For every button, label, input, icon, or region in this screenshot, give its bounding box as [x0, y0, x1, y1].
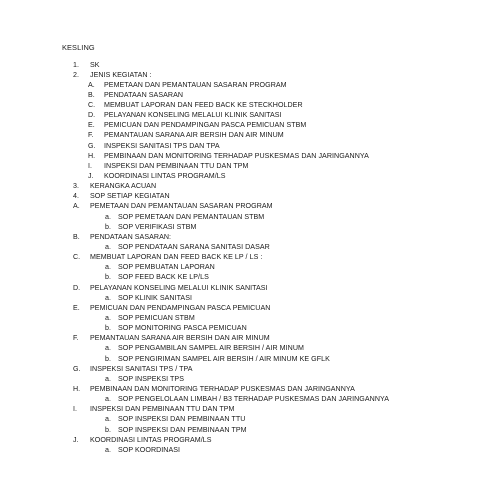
list-item	[0, 313, 495, 323]
list-item-text: PEMICUAN DAN PENDAMPINGAN PASCA PEMICUAN	[90, 303, 271, 312]
list-item-marker: J.	[73, 435, 79, 444]
list-item-marker: a.	[105, 395, 111, 404]
list-item	[0, 384, 495, 394]
list-item	[0, 364, 495, 374]
list-item-marker: a.	[105, 314, 111, 323]
list-item-marker: D.	[88, 111, 96, 120]
list-item-text: SOP FEED BACK KE LP/LS	[118, 273, 209, 282]
list-item-text: PEMETAAN DAN PEMANTAUAN SASARAN PROGRAM	[90, 202, 273, 211]
list-item-marker: a.	[105, 344, 111, 353]
list-item-marker: a.	[105, 212, 111, 221]
list-item	[0, 242, 495, 252]
list-item	[0, 90, 495, 100]
list-item	[0, 283, 495, 293]
list-item	[0, 293, 495, 303]
list-item-text: SOP PENGIRIMAN SAMPEL AIR BERSIH / AIR MINUM KE GFLK	[118, 354, 330, 363]
list-item-text: PEMANTAUAN SARANA AIR BERSIH DAN AIR MINUM	[104, 131, 284, 140]
list-item-marker: a.	[105, 263, 111, 272]
list-item	[0, 100, 495, 110]
list-item-marker: G.	[88, 141, 96, 150]
list-item-marker: B.	[73, 232, 80, 241]
list-item	[0, 232, 495, 242]
list-item-text: PELAYANAN KONSELING MELALUI KLINIK SANITASI	[90, 283, 268, 292]
list-item-text: KERANGKA ACUAN	[90, 182, 157, 191]
list-item-marker: D.	[73, 283, 81, 292]
document-title: KESLING	[62, 43, 95, 52]
list-item	[0, 303, 495, 313]
list-item-marker: I.	[88, 161, 92, 170]
list-item-marker: H.	[88, 151, 96, 160]
list-item-text: SOP PEMBUATAN LAPORAN	[118, 263, 215, 272]
list-item-marker: a.	[105, 445, 111, 454]
list-item	[0, 80, 495, 90]
list-item-text: KOORDINASI LINTAS PROGRAM/LS	[104, 172, 226, 181]
list-item-text: PEMBINAAN DAN MONITORING TERHADAP PUSKESMAS DAN JARINGANNYA	[90, 385, 355, 393]
list-item-text: SOP INSPEKSI DAN PEMBINAAN TPM	[118, 425, 247, 434]
list-item-text: SOP PEMICUAN STBM	[118, 314, 195, 323]
list-item-marker: A.	[73, 202, 80, 211]
list-item-text: PEMBINAAN DAN MONITORING TERHADAP PUSKESMAS DAN JARINGANNYA	[104, 151, 369, 160]
list-item-marker: 2.	[73, 70, 79, 79]
list-item-text: SOP VERIFIKASI STBM	[118, 222, 197, 231]
list-item	[0, 404, 495, 414]
list-item	[0, 120, 495, 130]
list-item-marker: E.	[73, 303, 80, 312]
list-item-text: SOP PENGAMBILAN SAMPEL AIR BERSIH / AIR MINUM	[118, 344, 304, 353]
list-item-marker: E.	[88, 121, 95, 130]
list-item	[0, 414, 495, 424]
list-item	[0, 435, 495, 445]
list-item-text: PENDATAAN SASARAN:	[90, 232, 172, 241]
list-item-text: SOP MONITORING PASCA PEMICUAN	[118, 324, 247, 333]
list-item-marker: 3.	[73, 182, 79, 191]
list-item	[0, 191, 495, 201]
list-item-marker: I.	[73, 405, 77, 414]
list-item	[0, 343, 495, 353]
list-item-text: PENDATAAN SASARAN	[104, 90, 184, 99]
list-item-marker: a.	[105, 243, 111, 252]
list-item-text: MEMBUAT LAPORAN DAN FEED BACK KE LP / LS :	[90, 253, 263, 262]
list-item-text: SOP PEMETAAN DAN PEMANTAUAN STBM	[118, 212, 265, 221]
list-item-text: INSPEKSI DAN PEMBINAAN TTU DAN TPM	[90, 405, 235, 414]
list-item	[0, 374, 495, 384]
list-item-marker: C.	[73, 253, 81, 262]
list-item	[0, 333, 495, 343]
list-item-text: KOORDINASI LINTAS PROGRAM/LS	[90, 435, 212, 444]
list-item-text: PELAYANAN KONSELING MELALUI KLINIK SANITASI	[104, 111, 282, 120]
list-item	[0, 394, 495, 404]
list-item-marker: b.	[105, 273, 111, 282]
list-item-text: SOP INSPEKSI DAN PEMBINAAN TTU	[118, 415, 246, 424]
list-item-marker: b.	[105, 354, 111, 363]
list-item-marker: J.	[88, 172, 94, 181]
list-item-marker: G.	[73, 364, 81, 373]
list-item-text: PEMICUAN DAN PENDAMPINGAN PASCA PEMICUAN STBM	[104, 121, 307, 130]
list-item-marker: B.	[88, 90, 95, 99]
list-item-marker: b.	[105, 425, 111, 434]
list-item	[0, 323, 495, 333]
list-item	[0, 212, 495, 222]
list-item	[0, 425, 495, 435]
list-item-marker: F.	[88, 131, 94, 140]
list-item-marker: C.	[88, 101, 96, 110]
list-item	[0, 130, 495, 140]
list-item	[0, 445, 495, 455]
list-item-marker: 1.	[73, 60, 79, 69]
list-item	[0, 222, 495, 232]
list-item	[0, 354, 495, 364]
list-item-marker: b.	[105, 324, 111, 333]
list-item-marker: H.	[73, 385, 81, 393]
list-item-text: MEMBUAT LAPORAN DAN FEED BACK KE STECKHOLDER	[104, 101, 303, 110]
list-item-marker: F.	[73, 334, 79, 343]
list-item	[0, 171, 495, 181]
list-item	[0, 141, 495, 151]
list-item-text: SOP KLINIK SANITASI	[118, 293, 193, 302]
list-item-marker: a.	[105, 293, 111, 302]
list-item-text: SOP PENDATAAN SARANA SANITASI DASAR	[118, 243, 270, 252]
list-item	[0, 201, 495, 211]
list-item	[0, 252, 495, 262]
list-item-text: INSPEKSI SANITASI TPS DAN TPA	[104, 141, 220, 150]
list-item-text: SK	[90, 60, 100, 69]
list-item-text: SOP KOORDINASI	[118, 445, 181, 454]
list-item-text: PEMETAAN DAN PEMANTAUAN SASARAN PROGRAM	[104, 80, 287, 89]
document-outline	[0, 60, 495, 455]
list-item-text: SOP PENGELOLAAN LIMBAH / B3 TERHADAP PUSKESMAS DAN JARINGANNYA	[118, 395, 390, 404]
list-item-text: INSPEKSI SANITASI TPS / TPA	[90, 364, 193, 373]
list-item-text: INSPEKSI DAN PEMBINAAN TTU DAN TPM	[104, 161, 249, 170]
list-item-marker: a.	[105, 415, 111, 424]
list-item-text: SOP INSPEKSI TPS	[118, 374, 184, 383]
list-item-text: JENIS KEGIATAN :	[90, 70, 152, 79]
list-item	[0, 181, 495, 191]
list-item	[0, 70, 495, 80]
list-item	[0, 60, 495, 70]
list-item-text: PEMANTAUAN SARANA AIR BERSIH DAN AIR MINUM	[90, 334, 270, 343]
list-item-marker: a.	[105, 374, 111, 383]
list-item-text: SOP SETIAP KEGIATAN	[90, 192, 170, 201]
list-item	[0, 151, 495, 161]
list-item	[0, 262, 495, 272]
list-item-marker: 4.	[73, 192, 79, 201]
list-item-marker: A.	[88, 80, 95, 89]
list-item	[0, 161, 495, 171]
list-item	[0, 272, 495, 282]
list-item-marker: b.	[105, 222, 111, 231]
list-item	[0, 110, 495, 120]
